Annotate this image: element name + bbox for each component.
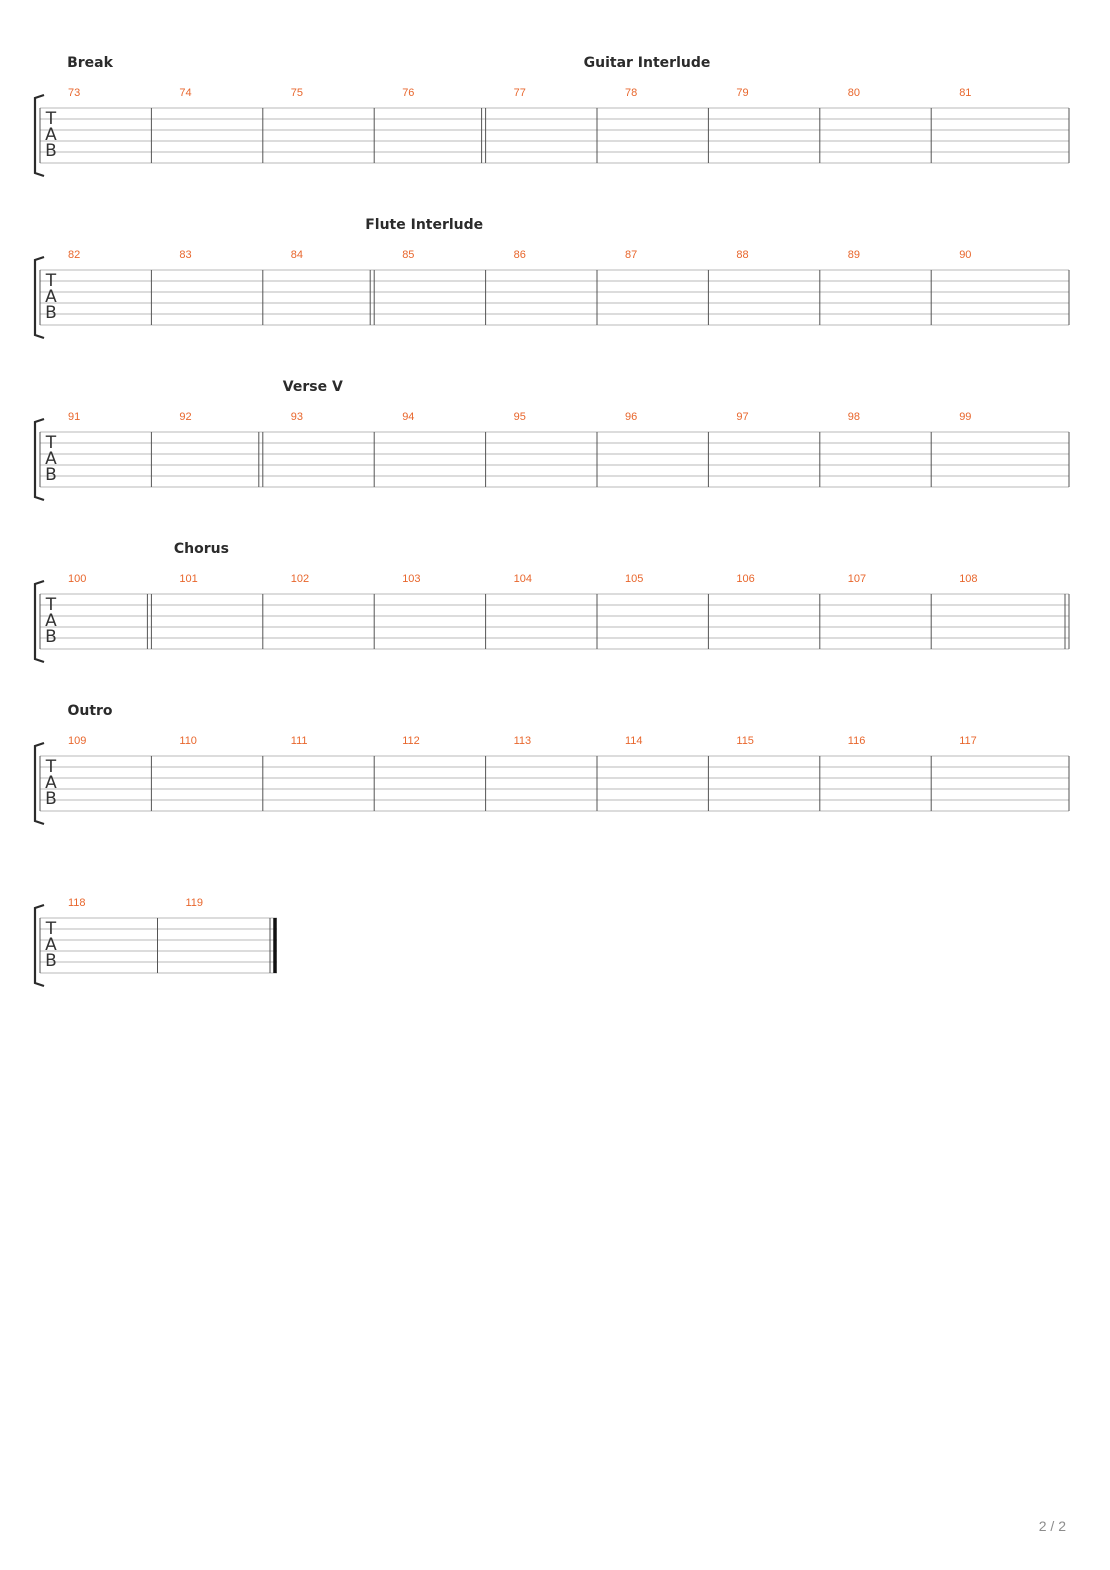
section-label: Outro [67, 703, 113, 719]
measure-number: 106 [736, 573, 755, 585]
measure-number: 93 [290, 411, 304, 423]
measure-number: 79 [736, 87, 749, 99]
measure-number: 75 [290, 87, 304, 99]
tab-clef-letter: T [45, 271, 57, 291]
measure-number: 80 [847, 87, 861, 99]
section-label: Break [67, 55, 113, 71]
tab-clef-letter: A [45, 935, 57, 955]
section-label: Chorus [173, 541, 229, 557]
measure-number: 110 [179, 735, 197, 747]
measure-number: 85 [402, 249, 415, 261]
measure-number: 102 [290, 573, 310, 585]
measure-number: 116 [847, 735, 866, 747]
measure-number: 108 [959, 573, 978, 585]
tab-clef-letter: A [45, 773, 57, 793]
measure-number: 109 [68, 735, 87, 747]
tab-clef-letter: A [45, 449, 57, 469]
measure-number: 87 [625, 249, 638, 261]
tab-system [35, 541, 1069, 662]
measure-number: 81 [959, 87, 972, 99]
section-label: Guitar Interlude [583, 55, 711, 71]
tab-system [35, 897, 277, 986]
section-label: Flute Interlude [365, 217, 484, 233]
measure-number: 84 [290, 249, 304, 261]
section-label: Verse V [282, 379, 343, 395]
tab-clef-letter: B [45, 303, 57, 323]
tab-system [35, 55, 1069, 176]
tab-clef-letter: B [45, 465, 57, 485]
measure-number: 92 [179, 411, 192, 423]
tab-system [35, 379, 1069, 500]
measure-number: 86 [513, 249, 526, 261]
tab-clef-letter: A [45, 125, 57, 145]
measure-number: 119 [185, 897, 204, 909]
measure-number: 104 [513, 573, 532, 585]
measure-number: 91 [68, 411, 81, 423]
measure-number: 82 [68, 249, 81, 261]
measure-number: 83 [179, 249, 192, 261]
tab-system [35, 217, 1069, 338]
measure-number: 100 [68, 573, 87, 585]
measure-number: 89 [847, 249, 861, 261]
measure-number: 76 [402, 87, 415, 99]
measure-number: 97 [736, 411, 749, 423]
measure-number: 118 [68, 897, 86, 909]
tab-clef-letter: A [45, 287, 57, 307]
tab-clef-letter: T [45, 757, 57, 777]
tab-clef-letter: T [45, 433, 57, 453]
measure-number: 112 [402, 735, 420, 747]
measure-number: 88 [736, 249, 749, 261]
measure-number: 99 [959, 411, 972, 423]
measure-number: 101 [179, 573, 198, 585]
measure-number: 74 [179, 87, 192, 99]
tab-clef-letter: B [45, 789, 57, 809]
measure-number: 78 [625, 87, 638, 99]
tab-clef-letter: T [45, 919, 57, 939]
tab-clef-letter: A [45, 611, 57, 631]
measure-number: 94 [402, 411, 415, 423]
measure-number: 96 [625, 411, 638, 423]
measure-number: 77 [513, 87, 526, 99]
measure-number: 103 [402, 573, 421, 585]
measure-number: 73 [68, 87, 81, 99]
measure-number: 111 [290, 735, 308, 747]
page-number: 2 / 2 [1038, 1518, 1066, 1534]
measure-number: 117 [959, 735, 977, 747]
tab-clef-letter: T [45, 109, 57, 129]
tab-clef-letter: B [45, 627, 57, 647]
tab-clef-letter: T [45, 595, 57, 615]
measure-number: 107 [847, 573, 867, 585]
measure-number: 98 [847, 411, 861, 423]
measure-number: 115 [736, 735, 754, 747]
tab-clef-letter: B [45, 951, 57, 971]
measure-number: 95 [513, 411, 526, 423]
tab-clef-letter: B [45, 141, 57, 161]
measure-number: 114 [625, 735, 643, 747]
tab-system [35, 703, 1069, 824]
measure-number: 113 [513, 735, 532, 747]
measure-number: 90 [959, 249, 972, 261]
measure-number: 105 [625, 573, 644, 585]
